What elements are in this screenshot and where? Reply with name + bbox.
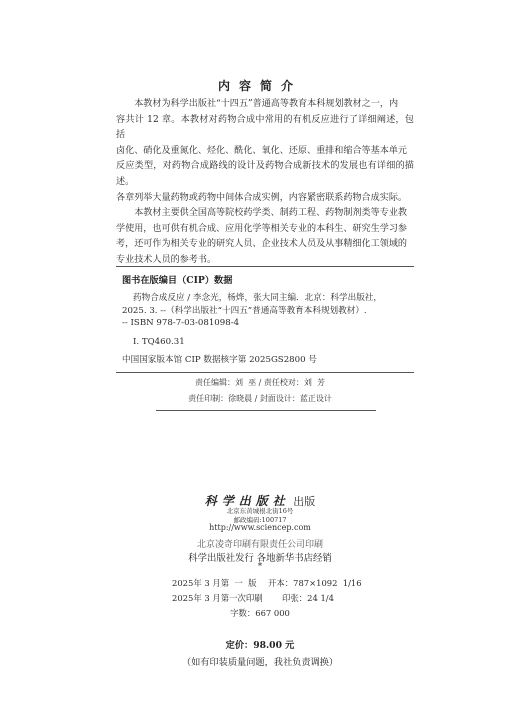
cip-line: 2025. 3. --（科学出版社“十四五”普通高等教育本科规划教材）. <box>122 305 367 316</box>
format-info: 开本：787×1092 1/16 <box>268 578 362 588</box>
word-count: 字数：667 000 <box>230 608 290 618</box>
cip-heading: 图书在版编目（CIP）数据 <box>122 275 233 286</box>
separator-star: * <box>257 562 263 572</box>
cip-line: -- ISBN 978-7-03-081098-4 <box>122 318 240 329</box>
cip-line: Ⅰ. TQ460.31 <box>133 336 185 347</box>
summary-line: 容共计 12 章。本教材对药物合成中常用的有机反应进行了详细阐述，包括 <box>116 114 414 141</box>
divider-bottom <box>156 410 376 411</box>
publisher-logo: 科学出版社 <box>204 494 290 508</box>
summary-line: 专业技术人员的参考书。 <box>116 254 217 265</box>
divider-top <box>116 266 414 267</box>
price-line <box>0 637 520 651</box>
publisher-website: http://www.sciencep.com <box>209 523 311 532</box>
quality-notice: （如有印装质量问题，我社负责调换） <box>181 657 339 668</box>
summary-text <box>116 97 414 269</box>
printing-date: 2025年 3 月第一次印刷 <box>172 593 263 603</box>
postcode-line: 邮政编码:100717 <box>233 515 287 524</box>
summary-line: 卤化、硝化及重氮化、烃化、酰化、氧化、还原、重排和缩合等基本单元 <box>116 145 408 156</box>
divider-middle <box>116 372 414 373</box>
publisher-address <box>0 507 520 524</box>
address-line: 北京东黄城根北街16号 <box>226 507 294 515</box>
editor-credits: 责任编辑：刘 巫 / 责任校对：刘 芳 <box>195 378 325 387</box>
summary-paragraph-1 <box>116 97 414 206</box>
cip-line: 药物合成反应 / 李念光，杨烨，张大同主编．北京：科学出版社， <box>133 293 382 303</box>
summary-line: 本教材主要供全国高等院校药学类、制药工程、药物制剂类等专业教 <box>134 208 408 219</box>
production-credits: 责任印制：徐晓晨 / 封面设计：蓝正设计 <box>188 394 332 403</box>
summary-line: 学使用，也可供有机合成、应用化学等相关专业的本科生、研究生学习参 <box>116 223 408 234</box>
printer-line: 北京凌奇印刷有限责任公司印刷 <box>196 540 323 550</box>
price-label: 定价： <box>225 640 254 651</box>
cip-data <box>122 292 422 367</box>
distribution-line: 科学出版社发行 各地新华书店经销 <box>188 553 332 564</box>
edition-date: 2025年 3 月第 一 版 <box>172 578 257 588</box>
summary-paragraph-2 <box>116 206 414 268</box>
summary-line: 本教材为科学出版社“十四五”普通高等教育本科规划教材之一，内 <box>134 99 399 109</box>
summary-line: 各章列举大量药物或药物中间体合成实例，内容紧密联系药物合成实际。 <box>116 192 408 203</box>
cip-line: 中国国家版本馆 CIP 数据核字第 2025GS2800 号 <box>122 355 317 366</box>
page-title: 内容简介 <box>217 79 302 93</box>
publisher-suffix: 出版 <box>293 495 316 508</box>
summary-line: 反应类型，对药物合成路线的设计及药物合成新技术的发展也有详细的描述。 <box>116 161 414 187</box>
sheets-info: 印张：24 1/4 <box>282 593 334 603</box>
price-value: 98.00 元 <box>253 640 295 651</box>
summary-line: 考，还可作为相关专业的研究人员、企业技术人员及从事精细化工领域的 <box>116 239 408 250</box>
